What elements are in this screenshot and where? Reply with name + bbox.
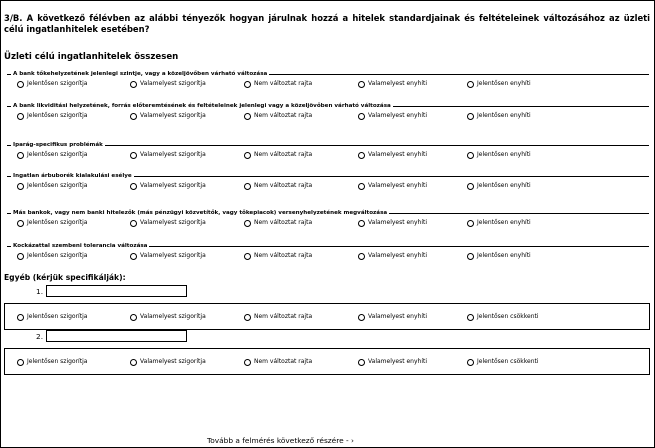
option-valamelyest-szigoritja[interactable] xyxy=(130,182,206,190)
option-label: Valamelyest enyhíti xyxy=(368,219,428,226)
option-label: Valamelyest szigorítja xyxy=(140,80,206,87)
radio-button[interactable] xyxy=(244,253,251,260)
other-1-option-jelentosen-csokkenti[interactable] xyxy=(467,313,539,321)
radio-button[interactable] xyxy=(17,359,24,366)
option-nem-valtoztat-rajta[interactable] xyxy=(244,219,312,227)
radio-button[interactable] xyxy=(467,314,474,321)
option-valamelyest-szigoritja[interactable] xyxy=(130,252,206,260)
factor-group xyxy=(7,242,649,264)
other-1-option-nem-valtoztat-rajta[interactable] xyxy=(244,313,312,321)
radio-button[interactable] xyxy=(244,220,251,227)
option-label: Valamelyest szigorítja xyxy=(140,219,206,226)
radio-button[interactable] xyxy=(17,183,24,190)
option-nem-valtoztat-rajta[interactable] xyxy=(244,252,312,260)
question-title: 3/B. A következő félévben az alábbi tényezők hogyan járulnak hozzá a hitelek standardjainak és feltételeinek változásához az üzleti célú ingatlanhitelek esetében? xyxy=(4,13,650,34)
radio-button[interactable] xyxy=(130,81,137,88)
option-label: Jelentősen enyhíti xyxy=(477,219,531,226)
option-label: Jelentősen enyhíti xyxy=(477,252,531,259)
group-title: A bank tőkehelyzetének jelenlegi szintje, vagy a közeljövőben várható változása xyxy=(13,71,268,77)
option-jelentosen-szigoritja[interactable] xyxy=(17,80,87,88)
other-2-option-valamelyest-enyhiti[interactable] xyxy=(358,358,427,366)
option-label: Valamelyest enyhíti xyxy=(368,112,428,119)
other-label: Egyéb (kérjük specifikálják): xyxy=(4,273,126,282)
radio-button[interactable] xyxy=(130,314,137,321)
radio-button[interactable] xyxy=(130,359,137,366)
radio-button[interactable] xyxy=(467,183,474,190)
option-label: Jelentősen enyhíti xyxy=(477,182,531,189)
option-jelentosen-enyhiti[interactable] xyxy=(467,151,531,159)
option-label: Valamelyest enyhíti xyxy=(368,80,428,87)
option-label: Valamelyest enyhíti xyxy=(368,151,428,158)
option-label: Jelentősen enyhíti xyxy=(477,112,531,119)
radio-button[interactable] xyxy=(130,152,137,159)
radio-button[interactable] xyxy=(244,81,251,88)
radio-button[interactable] xyxy=(130,253,137,260)
option-label: Valamelyest szigorítja xyxy=(140,182,206,189)
radio-button[interactable] xyxy=(17,314,24,321)
other-2-option-jelentosen-szigoritja[interactable] xyxy=(17,358,87,366)
option-label: Jelentősen csökkenti xyxy=(477,358,539,365)
option-jelentosen-enyhiti[interactable] xyxy=(467,80,531,88)
option-label: Nem változtat rajta xyxy=(254,252,313,259)
radio-button[interactable] xyxy=(358,183,365,190)
option-label: Jelentősen enyhíti xyxy=(477,151,531,158)
option-label: Valamelyest szigorítja xyxy=(140,252,206,259)
radio-button[interactable] xyxy=(358,81,365,88)
option-label: Nem változtat rajta xyxy=(254,182,313,189)
other-2-input[interactable] xyxy=(46,330,187,342)
radio-button[interactable] xyxy=(467,152,474,159)
group-title: Más bankok, vagy nem banki hitelezők (más pénzügyi közvetítők, vagy tőkepiacok) versenyhelyzetének megváltozása xyxy=(13,210,388,216)
option-nem-valtoztat-rajta[interactable] xyxy=(244,80,312,88)
radio-button[interactable] xyxy=(358,314,365,321)
other-1-input[interactable] xyxy=(46,285,187,297)
option-jelentosen-enyhiti[interactable] xyxy=(467,219,531,227)
other-1-number: 1. xyxy=(36,287,44,296)
option-label: Valamelyest szigorítja xyxy=(140,358,206,365)
option-valamelyest-enyhiti[interactable] xyxy=(358,151,427,159)
option-valamelyest-enyhiti[interactable] xyxy=(358,252,427,260)
option-jelentosen-enyhiti[interactable] xyxy=(467,112,531,120)
option-valamelyest-szigoritja[interactable] xyxy=(130,112,206,120)
option-label: Nem változtat rajta xyxy=(254,219,313,226)
option-jelentosen-szigoritja[interactable] xyxy=(17,151,87,159)
option-label: Nem változtat rajta xyxy=(254,313,313,320)
radio-button[interactable] xyxy=(244,314,251,321)
radio-button[interactable] xyxy=(358,359,365,366)
option-label: Jelentősen enyhíti xyxy=(477,80,531,87)
factor-group xyxy=(7,102,649,124)
option-jelentosen-szigoritja[interactable] xyxy=(17,252,87,260)
option-label: Jelentősen szigorítja xyxy=(27,80,88,87)
factor-group xyxy=(7,70,649,92)
option-label: Valamelyest szigorítja xyxy=(140,112,206,119)
option-label: Nem változtat rajta xyxy=(254,358,313,365)
radio-button[interactable] xyxy=(244,113,251,120)
option-label: Nem változtat rajta xyxy=(254,80,313,87)
option-label: Jelentősen szigorítja xyxy=(27,358,88,365)
option-jelentosen-szigoritja[interactable] xyxy=(17,182,87,190)
option-jelentosen-szigoritja[interactable] xyxy=(17,219,87,227)
radio-button[interactable] xyxy=(358,152,365,159)
option-label: Jelentősen szigorítja xyxy=(27,219,88,226)
group-title: Kockázattal szembeni tolerancia változása xyxy=(13,243,148,249)
radio-button[interactable] xyxy=(467,220,474,227)
option-jelentosen-szigoritja[interactable] xyxy=(17,112,87,120)
factor-group xyxy=(7,141,649,163)
option-nem-valtoztat-rajta[interactable] xyxy=(244,182,312,190)
other-1-options-box xyxy=(4,303,650,330)
factor-group xyxy=(7,209,649,231)
other-2-number: 2. xyxy=(36,332,44,341)
other-2-option-valamelyest-szigoritja[interactable] xyxy=(130,358,206,366)
option-label: Valamelyest enyhíti xyxy=(368,182,428,189)
other-2-option-nem-valtoztat-rajta[interactable] xyxy=(244,358,312,366)
radio-button[interactable] xyxy=(244,359,251,366)
radio-button[interactable] xyxy=(17,152,24,159)
option-label: Nem változtat rajta xyxy=(254,112,313,119)
other-1-option-valamelyest-enyhiti[interactable] xyxy=(358,313,427,321)
radio-button[interactable] xyxy=(130,183,137,190)
radio-button[interactable] xyxy=(244,152,251,159)
other-1-option-jelentosen-szigoritja[interactable] xyxy=(17,313,87,321)
option-label: Jelentősen szigorítja xyxy=(27,313,88,320)
section-title: Üzleti célú ingatlanhitelek összesen xyxy=(4,52,179,62)
option-label: Valamelyest szigorítja xyxy=(140,151,206,158)
radio-button[interactable] xyxy=(17,113,24,120)
option-label: Jelentősen szigorítja xyxy=(27,151,88,158)
radio-button[interactable] xyxy=(358,220,365,227)
radio-button[interactable] xyxy=(17,81,24,88)
option-label: Valamelyest szigorítja xyxy=(140,313,206,320)
option-label: Valamelyest enyhíti xyxy=(368,252,428,259)
factor-group xyxy=(7,172,649,194)
option-label: Valamelyest enyhíti xyxy=(368,313,428,320)
group-title: Ingatlan árbuborék kialakulási esélye xyxy=(13,173,132,179)
radio-button[interactable] xyxy=(358,113,365,120)
option-valamelyest-enyhiti[interactable] xyxy=(358,112,427,120)
other-2-option-jelentosen-csokkenti[interactable] xyxy=(467,358,539,366)
radio-button[interactable] xyxy=(467,253,474,260)
radio-button[interactable] xyxy=(130,220,137,227)
other-1-option-valamelyest-szigoritja[interactable] xyxy=(130,313,206,321)
radio-button[interactable] xyxy=(130,113,137,120)
option-label: Valamelyest enyhíti xyxy=(368,358,428,365)
option-jelentosen-enyhiti[interactable] xyxy=(467,252,531,260)
option-valamelyest-enyhiti[interactable] xyxy=(358,219,427,227)
option-valamelyest-enyhiti[interactable] xyxy=(358,182,427,190)
radio-button[interactable] xyxy=(17,220,24,227)
next-section-link[interactable]: Tovább a felmérés következő részére - › xyxy=(207,436,354,445)
option-nem-valtoztat-rajta[interactable] xyxy=(244,112,312,120)
radio-button[interactable] xyxy=(17,253,24,260)
option-label: Nem változtat rajta xyxy=(254,151,313,158)
option-label: Jelentősen szigorítja xyxy=(27,112,88,119)
other-2-options-box xyxy=(4,348,650,375)
option-nem-valtoztat-rajta[interactable] xyxy=(244,151,312,159)
option-jelentosen-enyhiti[interactable] xyxy=(467,182,531,190)
option-label: Jelentősen szigorítja xyxy=(27,252,88,259)
radio-button[interactable] xyxy=(467,359,474,366)
radio-button[interactable] xyxy=(467,81,474,88)
option-valamelyest-enyhiti[interactable] xyxy=(358,80,427,88)
option-label: Jelentősen szigorítja xyxy=(27,182,88,189)
option-valamelyest-szigoritja[interactable] xyxy=(130,80,206,88)
group-title: A bank likviditási helyzetének, forrás előteremtésének és feltételeinek jelenlegi vagy a közeljövőben várható változása xyxy=(13,103,391,109)
option-valamelyest-szigoritja[interactable] xyxy=(130,219,206,227)
radio-button[interactable] xyxy=(358,253,365,260)
option-label: Jelentősen csökkenti xyxy=(477,313,539,320)
group-title: Iparág-specifikus problémák xyxy=(13,142,103,148)
radio-button[interactable] xyxy=(244,183,251,190)
radio-button[interactable] xyxy=(467,113,474,120)
option-valamelyest-szigoritja[interactable] xyxy=(130,151,206,159)
